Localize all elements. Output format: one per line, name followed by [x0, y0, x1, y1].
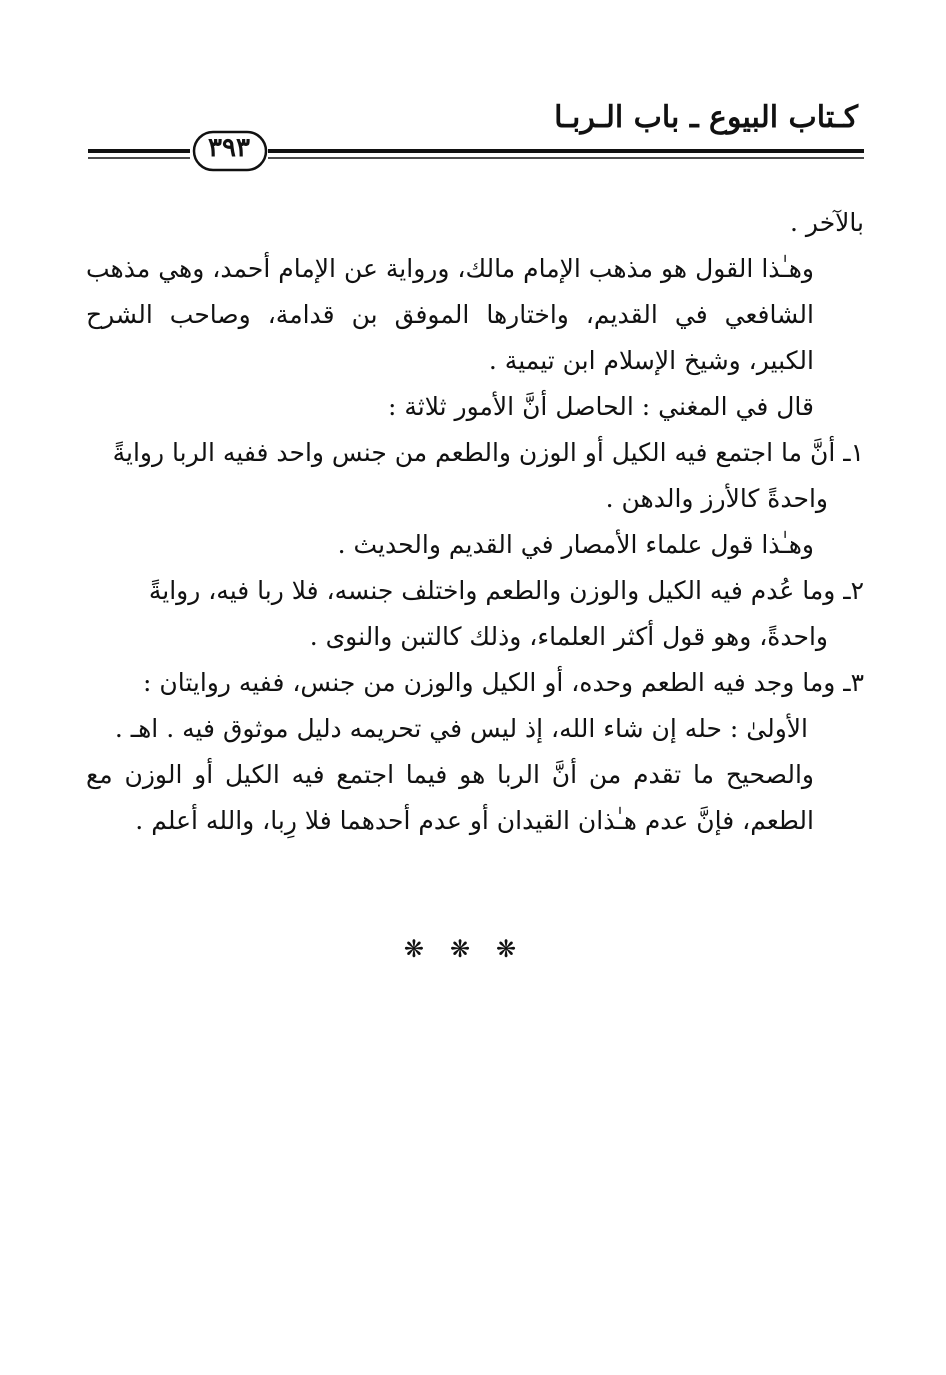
- paragraph-conclusion: والصحيح ما تقدم من أنَّ الربا هو فيما اجتمع فيه الكيل أو الوزن مع الطعم، فإنَّ عدم هـٰذان القيدان أو عدم أحدهما فلا رِبا، والله أعلم .: [86, 760, 814, 835]
- paragraph-malik-opinion: وهـٰذا القول هو مذهب الإمام مالك، ورواية عن الإمام أحمد، وهي مذهب الشافعي في القديم، واختارها الموفق بن قدامة، وصاحب الشرح الكبير، وشيخ الإسلام ابن تيمية .: [86, 254, 814, 375]
- list-item-3: ٣ـ وما وجد فيه الطعم وحده، أو الكيل والوزن من جنس، ففيه روايتان :: [142, 668, 864, 697]
- page-number: ٣٩٣: [208, 133, 250, 163]
- list-item-2: ٢ـ وما عُدم فيه الكيل والوزن والطعم واختلف جنسه، فلا ربا فيه، روايةً: [148, 576, 864, 605]
- list-item-2-continuation: واحدةً، وهو قول أكثر العلماء، وذلك كالتبن والنوى .: [309, 622, 828, 651]
- paragraph-first-narration: الأولىٰ : حله إن شاء الله، إذ ليس في تحريمه دليل موثوق فيه . اهـ .: [114, 714, 808, 743]
- page-body: [86, 200, 864, 844]
- list-item-1-continuation: واحدةً كالأرز والدهن .: [605, 484, 828, 513]
- paragraph-continuation: بالآخر .: [790, 208, 864, 237]
- list-item-1: ١ـ أنَّ ما اجتمع فيه الكيل أو الوزن والطعم من جنس واحد ففيه الربا روايةً: [112, 438, 864, 467]
- running-header-title: كـتاب البيوع ـ باب الـربـا: [554, 100, 858, 135]
- section-separator-asterisks: ❋❋❋: [403, 935, 543, 963]
- paragraph-mughni-quote: قال في المغني : الحاصل أنَّ الأمور ثلاثة :: [387, 392, 814, 421]
- paragraph-scholars-opinion: وهـٰذا قول علماء الأمصار في القديم والحديث .: [337, 530, 814, 559]
